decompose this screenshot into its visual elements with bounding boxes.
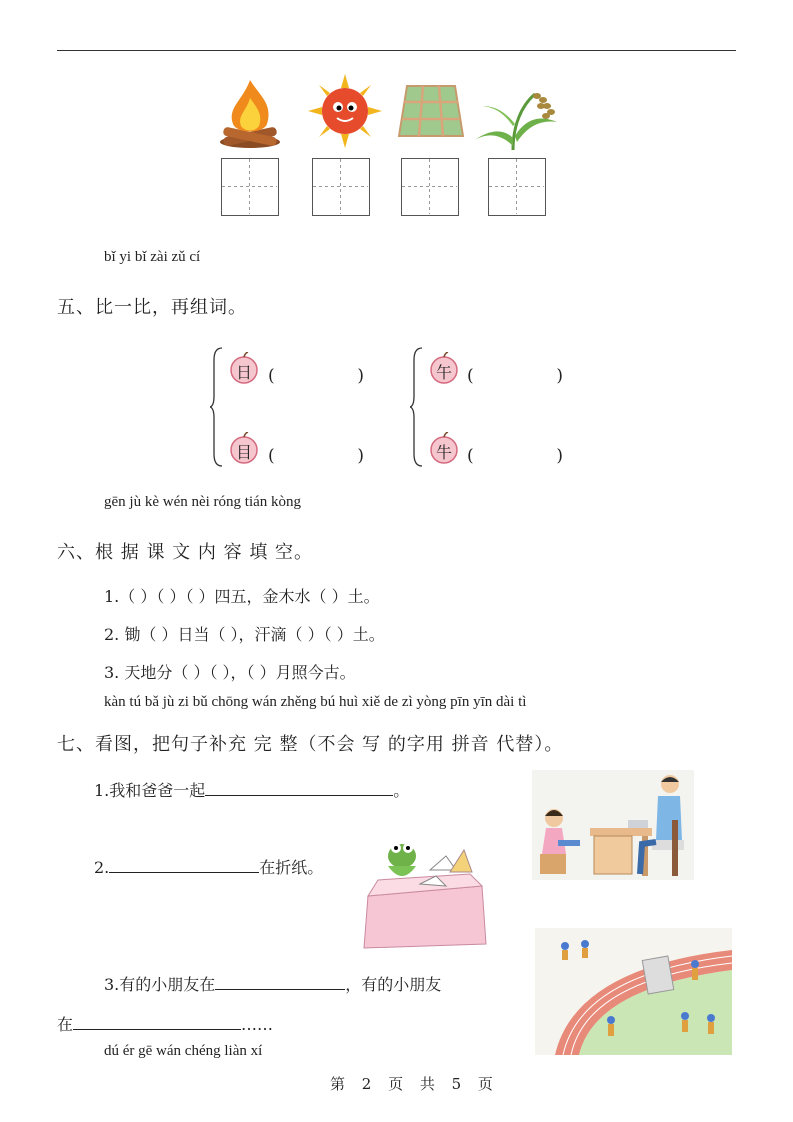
playground-illustration <box>535 928 732 1055</box>
apple-char-ri <box>228 352 260 388</box>
q3-line2-prefix: 在 <box>57 1015 74 1034</box>
fire-icon <box>215 76 285 152</box>
paren-close: ) <box>357 446 364 466</box>
q1-blank[interactable] <box>205 781 393 796</box>
writing-grid-1[interactable] <box>221 158 279 216</box>
paren-open: ( <box>467 446 474 466</box>
q2-blank[interactable] <box>109 858 259 873</box>
fill-line-3: 3. 天地分（ ）（ ），（ ）月照今古。 <box>104 663 356 682</box>
q2-suffix: 在折纸。 <box>259 858 324 877</box>
frog-paper-folding-illustration <box>360 826 490 950</box>
writing-grid-3[interactable] <box>401 158 459 216</box>
sun-icon <box>308 74 382 148</box>
section5-pinyin: bǐ yi bǐ zài zǔ cí <box>104 249 201 265</box>
question-1 <box>94 778 409 801</box>
brace-left <box>210 346 224 472</box>
paren-open: ( <box>467 366 474 386</box>
paren-open: ( <box>268 366 275 386</box>
section7-pinyin: kàn tú bǎ jù zi bǔ chōng wán zhěng bú huì xiě de zì yòng pīn yīn dài tì <box>104 694 527 710</box>
apple-char-wu-text: 午 <box>436 363 453 382</box>
q1-suffix: 。 <box>393 781 410 800</box>
fill-line-2: 2. 锄（ ）日当（ ），汗滴（ ）（ ）土。 <box>104 625 385 644</box>
page-footer: 第 2 页 共 5 页 <box>330 1075 499 1093</box>
apple-char-niu <box>428 432 460 468</box>
header-rule <box>57 50 736 51</box>
q3-blank-2[interactable] <box>73 1015 241 1030</box>
apple-char-ri-text: 日 <box>236 363 253 382</box>
field-icon <box>397 82 465 140</box>
fill-line-1: 1.（ ）（ ）（ ）四五，金木水（ ）土。 <box>104 587 380 606</box>
blank-niu[interactable] <box>467 446 563 466</box>
q3-blank-1[interactable] <box>215 975 345 990</box>
paren-close: ) <box>556 446 563 466</box>
q3-mid: ，有的小朋友 <box>345 975 442 994</box>
next-section-pinyin: dú ér gē wán chéng liàn xí <box>104 1043 263 1059</box>
paren-close: ) <box>556 366 563 386</box>
father-daughter-illustration <box>532 770 694 880</box>
blank-wu[interactable] <box>467 366 563 386</box>
paren-close: ) <box>357 366 364 386</box>
paren-open: ( <box>268 446 275 466</box>
question-3-line2 <box>57 1012 273 1035</box>
writing-grid-2[interactable] <box>312 158 370 216</box>
q1-prefix: 1.我和爸爸一起 <box>94 781 206 800</box>
apple-char-wu <box>428 352 460 388</box>
question-3 <box>104 972 441 995</box>
section6-pinyin: gēn jù kè wén nèi róng tián kòng <box>104 494 302 510</box>
brace-right <box>410 346 424 472</box>
blank-ri[interactable] <box>268 366 364 386</box>
apple-char-mu <box>228 432 260 468</box>
q3-line2-suffix: …… <box>241 1015 274 1034</box>
q2-prefix: 2. <box>94 858 110 877</box>
question-2 <box>94 855 323 878</box>
apple-char-niu-text: 牛 <box>436 443 453 462</box>
rice-icon <box>473 86 563 150</box>
blank-mu[interactable] <box>268 446 364 466</box>
section6-title: 六、根 据 课 文 内 容 填 空。 <box>57 542 314 563</box>
apple-char-mu-text: 目 <box>236 443 253 462</box>
writing-grid-4[interactable] <box>488 158 546 216</box>
section5-title: 五、比一比，再组词。 <box>57 297 247 318</box>
section7-title: 七、看图，把句子补充 完 整（不会 写 的字用 拼音 代替）。 <box>57 734 564 755</box>
q3-prefix: 3.有的小朋友在 <box>104 975 216 994</box>
